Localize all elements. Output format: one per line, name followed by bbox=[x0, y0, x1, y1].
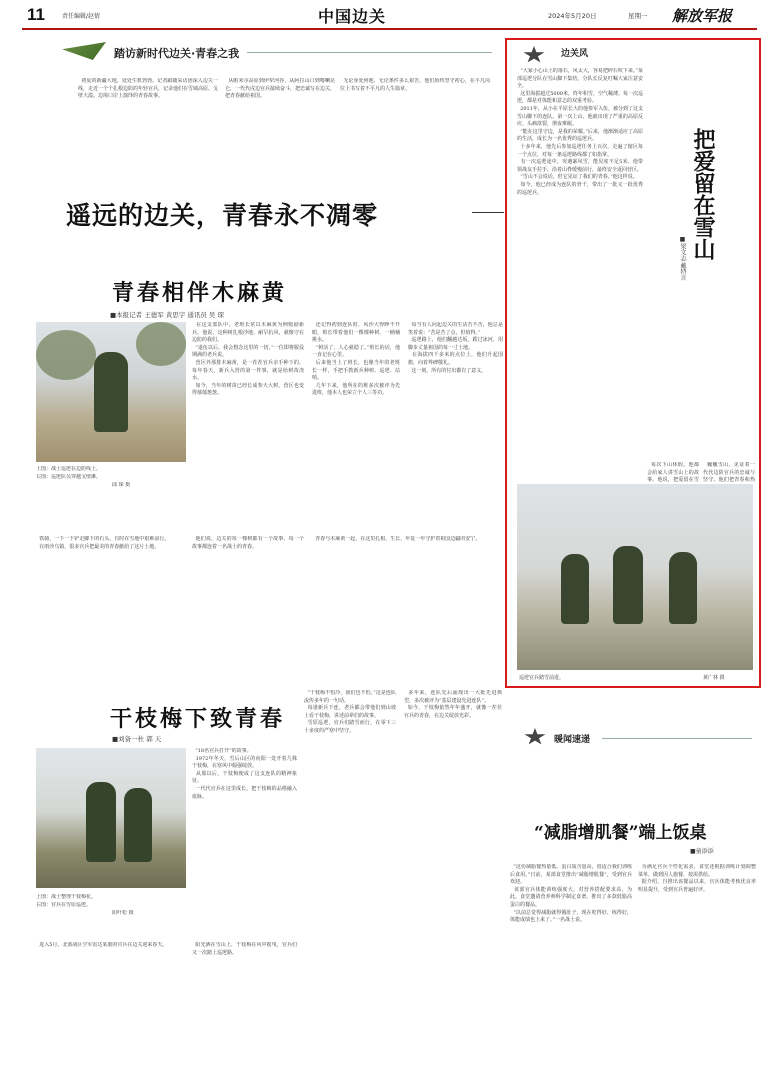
column-banner-label: 踏访新时代边关·青春之我 bbox=[114, 47, 240, 60]
main-headline: 遥远的边关，青春永不凋零 bbox=[66, 201, 379, 230]
story1-photo bbox=[36, 322, 186, 462]
column-banner bbox=[22, 40, 492, 64]
banner-rule bbox=[247, 52, 492, 53]
issue-weekday: 星期一 bbox=[628, 12, 648, 20]
headline-rule bbox=[472, 212, 504, 213]
story1-col-c: 每当有人问起边关的生活苦不苦，他总是笑着说：“苦是苦了点，但值得。” 巡逻路上，他们翻越达坂，蹚过冰河，用脚步丈量祖国的每一寸土地。 在海拔四千多米的点位上，他们升起国旗，向着界碑敬礼。 这一刻，所有的付出都有了意义。 bbox=[408, 322, 503, 374]
story1-col-a: 在这支部队中，老班长常以木麻黄为例勉励新兵。他说，这种树扎根沙地、耐旱抗风，就像守在边防的我们。 “退伍以后，我会想念这里的一切。”一位即将服役期满的老兵说。 营区外那排木麻黄，是一茬茬官兵亲手种下的。每年春天，新兵入营的第一件事，就是给树苗浇水。 如今，当年的树苗已经长成参天大树，营区也变得郁郁葱葱。 bbox=[192, 322, 304, 397]
warm-news-byline: ■童添添 bbox=[690, 848, 714, 855]
warm-news-label: 暖闻速递 bbox=[554, 735, 591, 745]
soldier-figure bbox=[669, 552, 697, 624]
story2-col-c: 多年来，连队先后涌现出一大批先进典型，多次被评为“基层建设先进连队”。 如今，干枝梅依然年年盛开，就像一茬茬官兵的青春，在边关绽放光彩。 bbox=[404, 690, 502, 719]
border-wind-photo bbox=[517, 484, 753, 670]
story2-byline: ■刘备一杜 郭 天 bbox=[112, 735, 162, 743]
newspaper-logo: 解放军报 bbox=[672, 7, 733, 25]
border-wind-photo-caption: 巡逻官兵踏雪前进。 bbox=[519, 675, 565, 681]
intro-col-3: 无论身处何地、无论条件多么艰苦，他们始终坚守初心，在平凡岗位上书写着不平凡的人生篇章。 bbox=[340, 78, 490, 92]
story2-bottom-a: 进入5月，北部战区空军雷达某旅的官兵在边关迎来春天。 bbox=[36, 942, 168, 948]
border-wind-title: 把爱留在雪山 bbox=[690, 128, 716, 260]
star-icon bbox=[523, 46, 545, 64]
tree-shape bbox=[36, 330, 96, 380]
story1-bottom-a: 铁骑，一下一下铲走脚下的石头，有时在雪地中艰难前行。 在雨沙乌镇，很多官兵把最美的青春献给了这片土地。 bbox=[39, 536, 170, 550]
story1-bottom-c: 青春与木麻黄一起，在这里扎根、生长，年复一年守护着祖国边疆的安宁。 bbox=[312, 536, 481, 542]
warm-news-col-1: “这份减脂餐热量低、蛋白质含量高，很适合我们训练后食用。”日前，某部食堂推出“减脂增肌餐”，受到官兵欢迎。 该部官兵体能训练强度大，对营养搭配要求高。为此，食堂邀请营养师科学制定食谱，推出了多款低脂高蛋白的餐品。 “以前总觉得减脂就得饿肚子，现在吃得好、练得好，体能成绩也上来了。”一名战士说。 bbox=[510, 864, 632, 924]
warm-news-header bbox=[508, 728, 758, 748]
story1-photo-caption: 上图：战士巡逻在边防线上。 bbox=[36, 466, 102, 472]
soldier-figure bbox=[124, 788, 152, 862]
issue-date: 2024年5月20日 bbox=[548, 12, 597, 20]
tree-shape bbox=[136, 322, 186, 366]
story2-bottom-b: 阳光洒在雪山上，干枝梅在风中摇曳，官兵们又一次踏上巡逻路。 bbox=[192, 942, 297, 956]
story2-photo-caption-2: 右图：官兵在雪原巡逻。 bbox=[36, 902, 92, 908]
story1-col-b: 还记得初到连队时，风沙大得睁不开眼，班长带着他们一棵棵种树、一桶桶挑水。 “树活了，人心就稳了。”班长的话，他一直记在心里。 后来他当上了班长，也像当年的老班长一样，手把手教新兵种树、巡逻、站哨。 几年下来，他所在的班多次被评为先进班，他本人也荣立个人三等功。 bbox=[312, 322, 400, 397]
border-wind-box bbox=[505, 38, 761, 688]
story1-photo-credit: 邱 琛 摄 bbox=[112, 482, 131, 488]
page-number: 11 bbox=[27, 5, 45, 24]
intro-col-2: 从帕米尔高原到伊犁河谷，从阿拉山口到喀喇昆仑，一代代戍边官兵接续奋斗，把忠诚写在边关，把青春献给祖国。 bbox=[225, 78, 335, 100]
story1-bottom-b: 他们说，边关的每一棵树都有一个故事，每一个故事都连着一名战士的青春。 bbox=[192, 536, 304, 550]
flag-icon bbox=[62, 42, 106, 60]
masthead-rule bbox=[22, 28, 757, 30]
soldier-figure bbox=[94, 352, 128, 432]
section-title: 中国边关 bbox=[318, 7, 387, 26]
star-icon bbox=[524, 728, 546, 746]
border-wind-label: 边关风 bbox=[561, 49, 589, 59]
border-wind-col-1: 每次下山休假，他都会给家人讲雪山上的故事。他说，把爱留在雪 bbox=[647, 462, 699, 484]
story2-photo-caption: 上图：战士整理干枝梅花。 bbox=[36, 894, 97, 900]
story1-photo-caption-2: 右图：巡逻队员穿越戈壁滩。 bbox=[36, 474, 102, 480]
warm-news-rule bbox=[602, 738, 752, 739]
story2-photo-credit: 阳叶松 摄 bbox=[112, 910, 134, 916]
border-wind-col-2: 巍巍雪山，见证着一代代边防官兵的忠诚与坚守。他们把青春和热 bbox=[703, 462, 755, 484]
story1-title: 青春相伴木麻黄 bbox=[112, 280, 288, 306]
soldier-figure bbox=[86, 782, 116, 862]
warm-news-title: “减脂增肌餐”端上饭桌 bbox=[534, 823, 707, 843]
border-wind-authors: ■梁文志 戴特言 bbox=[679, 236, 686, 281]
story2-col-a: “18名官兵打开”的故事。 1972年冬天，雪后山区的向阳一处开着几株干枝梅，在寒风中倔强绽放。 从那以后，干枝梅便成了这支连队的精神象征。 一代代官兵在这里成长，把干枝梅的品格融入血脉。 bbox=[192, 748, 297, 800]
masthead bbox=[0, 0, 779, 28]
border-wind-photo-credit: 黄广林 摄 bbox=[703, 675, 725, 681]
editor-info: 责任编辑/赵倩 bbox=[62, 13, 101, 20]
story2-photo bbox=[36, 748, 186, 888]
story2-col-b: “干枝梅不怕冷，我们也不怕。”这是连队流传多年的一句话。 每逢新兵下连，老兵都会带他们到山坡上看干枝梅，讲述前辈们的故事。 雪原巡逻，官兵们踏雪而行，在零下三十多度的严寒中坚守。 bbox=[304, 690, 396, 734]
warm-news-col-2: 为满足官兵个性化需求，食堂还根据训练计划调整菜单，做到因人施餐、按需供给。 据介绍，自推出该餐品以来，官兵体能考核优良率明显提升，受到官兵普遍好评。 bbox=[638, 864, 756, 893]
story2-title: 干枝梅下致青春 bbox=[110, 706, 286, 732]
border-wind-body: “大家小心山上的落石，风太大，容易把碎石吹下来。”某部巡逻分队在雪山脚下集结，分队长反复叮嘱大家注意安全。 这里海拔超过5000米，终年积雪，空气稀薄。每一次巡逻，都是对体能和意志的双重考验。 2011年，从小在平原长大的他参军入伍，被分到了这支雪山脚下的连队。第一次上山，他就出现了严重的高原反应，头痛欲裂，彻夜难眠。 “能在这里守边，是我的荣耀。”后来，他渐渐适应了高原的生活，成长为一名优秀的巡逻兵。 十多年来，他先后参加巡逻任务上百次，走遍了辖区每一个点位，对每一条巡逻路线都了如指掌。 有一次巡逻途中，突遇暴风雪，能见度不足5米。他带领战友手拉手，沿着山脊缓慢前行，最终安全返回营区。 “雪山不会说话，但它见证了我们的青春。”他这样说。 如今，他已经成为连队的骨干，带出了一批又一批优秀的巡逻兵。 bbox=[517, 68, 643, 196]
story1-byline: ■本报记者 王德军 黄思宇 通讯员 吴 琛 bbox=[110, 311, 224, 319]
intro-col-1: 初夏的新疆大地，处处生机勃勃。记者跟随采访团深入边关一线，走近一个个扎根边防的年轻官兵，记录他们在雪域高原、戈壁大漠、边境口岸上演绎的青春故事。 bbox=[78, 78, 218, 100]
soldier-figure bbox=[561, 554, 589, 624]
soldier-figure bbox=[613, 546, 643, 624]
